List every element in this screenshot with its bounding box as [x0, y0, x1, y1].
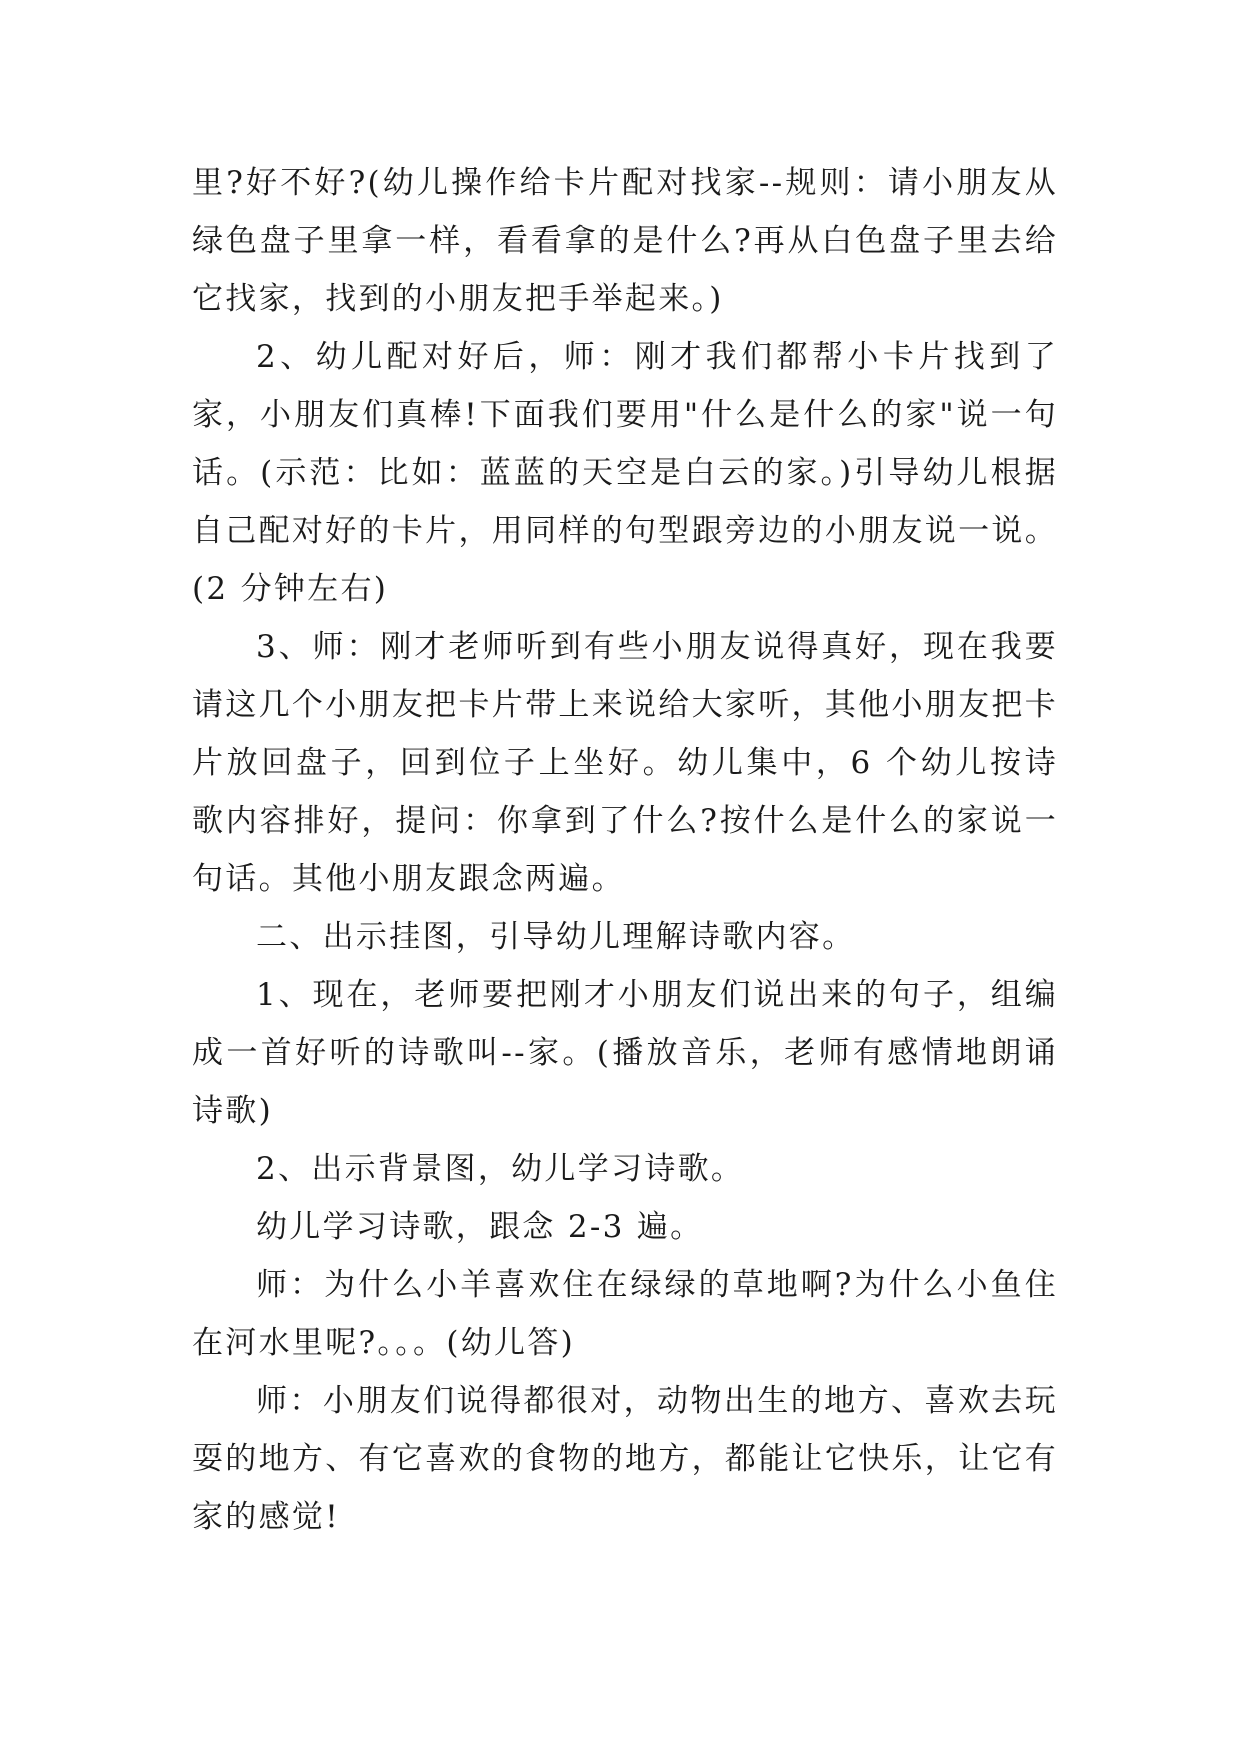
paragraph: 幼儿学习诗歌，跟念 2-3 遍。	[256, 1209, 704, 1245]
paragraph: 2、幼儿配对好后，师：刚才我们都帮小卡片找到了家，小朋友们真棒!下面我们要用"什么是什么的家"说一句话。(示范：比如：蓝蓝的天空是白云的家。)引导幼儿根据自己配对好的卡片，用同样的句型跟旁边的小朋友说一说。(2 分钟左右)	[192, 339, 1058, 607]
document-page	[192, 154, 1058, 1546]
paragraph: 3、师：刚才老师听到有些小朋友说得真好，现在我要请这几个小朋友把卡片带上来说给大家听，其他小朋友把卡片放回盘子，回到位子上坐好。幼儿集中，6 个幼儿按诗歌内容排好，提问：你拿到了什么?按什么是什么的家说一句话。其他小朋友跟念两遍。	[192, 629, 1058, 897]
paragraph: 2、出示背景图，幼儿学习诗歌。	[256, 1151, 745, 1187]
paragraph: 里?好不好?(幼儿操作给卡片配对找家--规则：请小朋友从绿色盘子里拿一样，看看拿的是什么?再从白色盘子里去给它找家，找到的小朋友把手举起来。)	[192, 165, 1058, 317]
paragraph: 1、现在，老师要把刚才小朋友们说出来的句子，组编成一首好听的诗歌叫--家。(播放音乐，老师有感情地朗诵诗歌)	[192, 977, 1058, 1129]
paragraph: 二、出示挂图，引导幼儿理解诗歌内容。	[256, 919, 856, 955]
paragraph: 师：小朋友们说得都很对，动物出生的地方、喜欢去玩耍的地方、有它喜欢的食物的地方，都能让它快乐，让它有家的感觉!	[192, 1383, 1058, 1535]
paragraph: 师：为什么小羊喜欢住在绿绿的草地啊?为什么小鱼住在河水里呢?。。。(幼儿答)	[192, 1267, 1058, 1361]
